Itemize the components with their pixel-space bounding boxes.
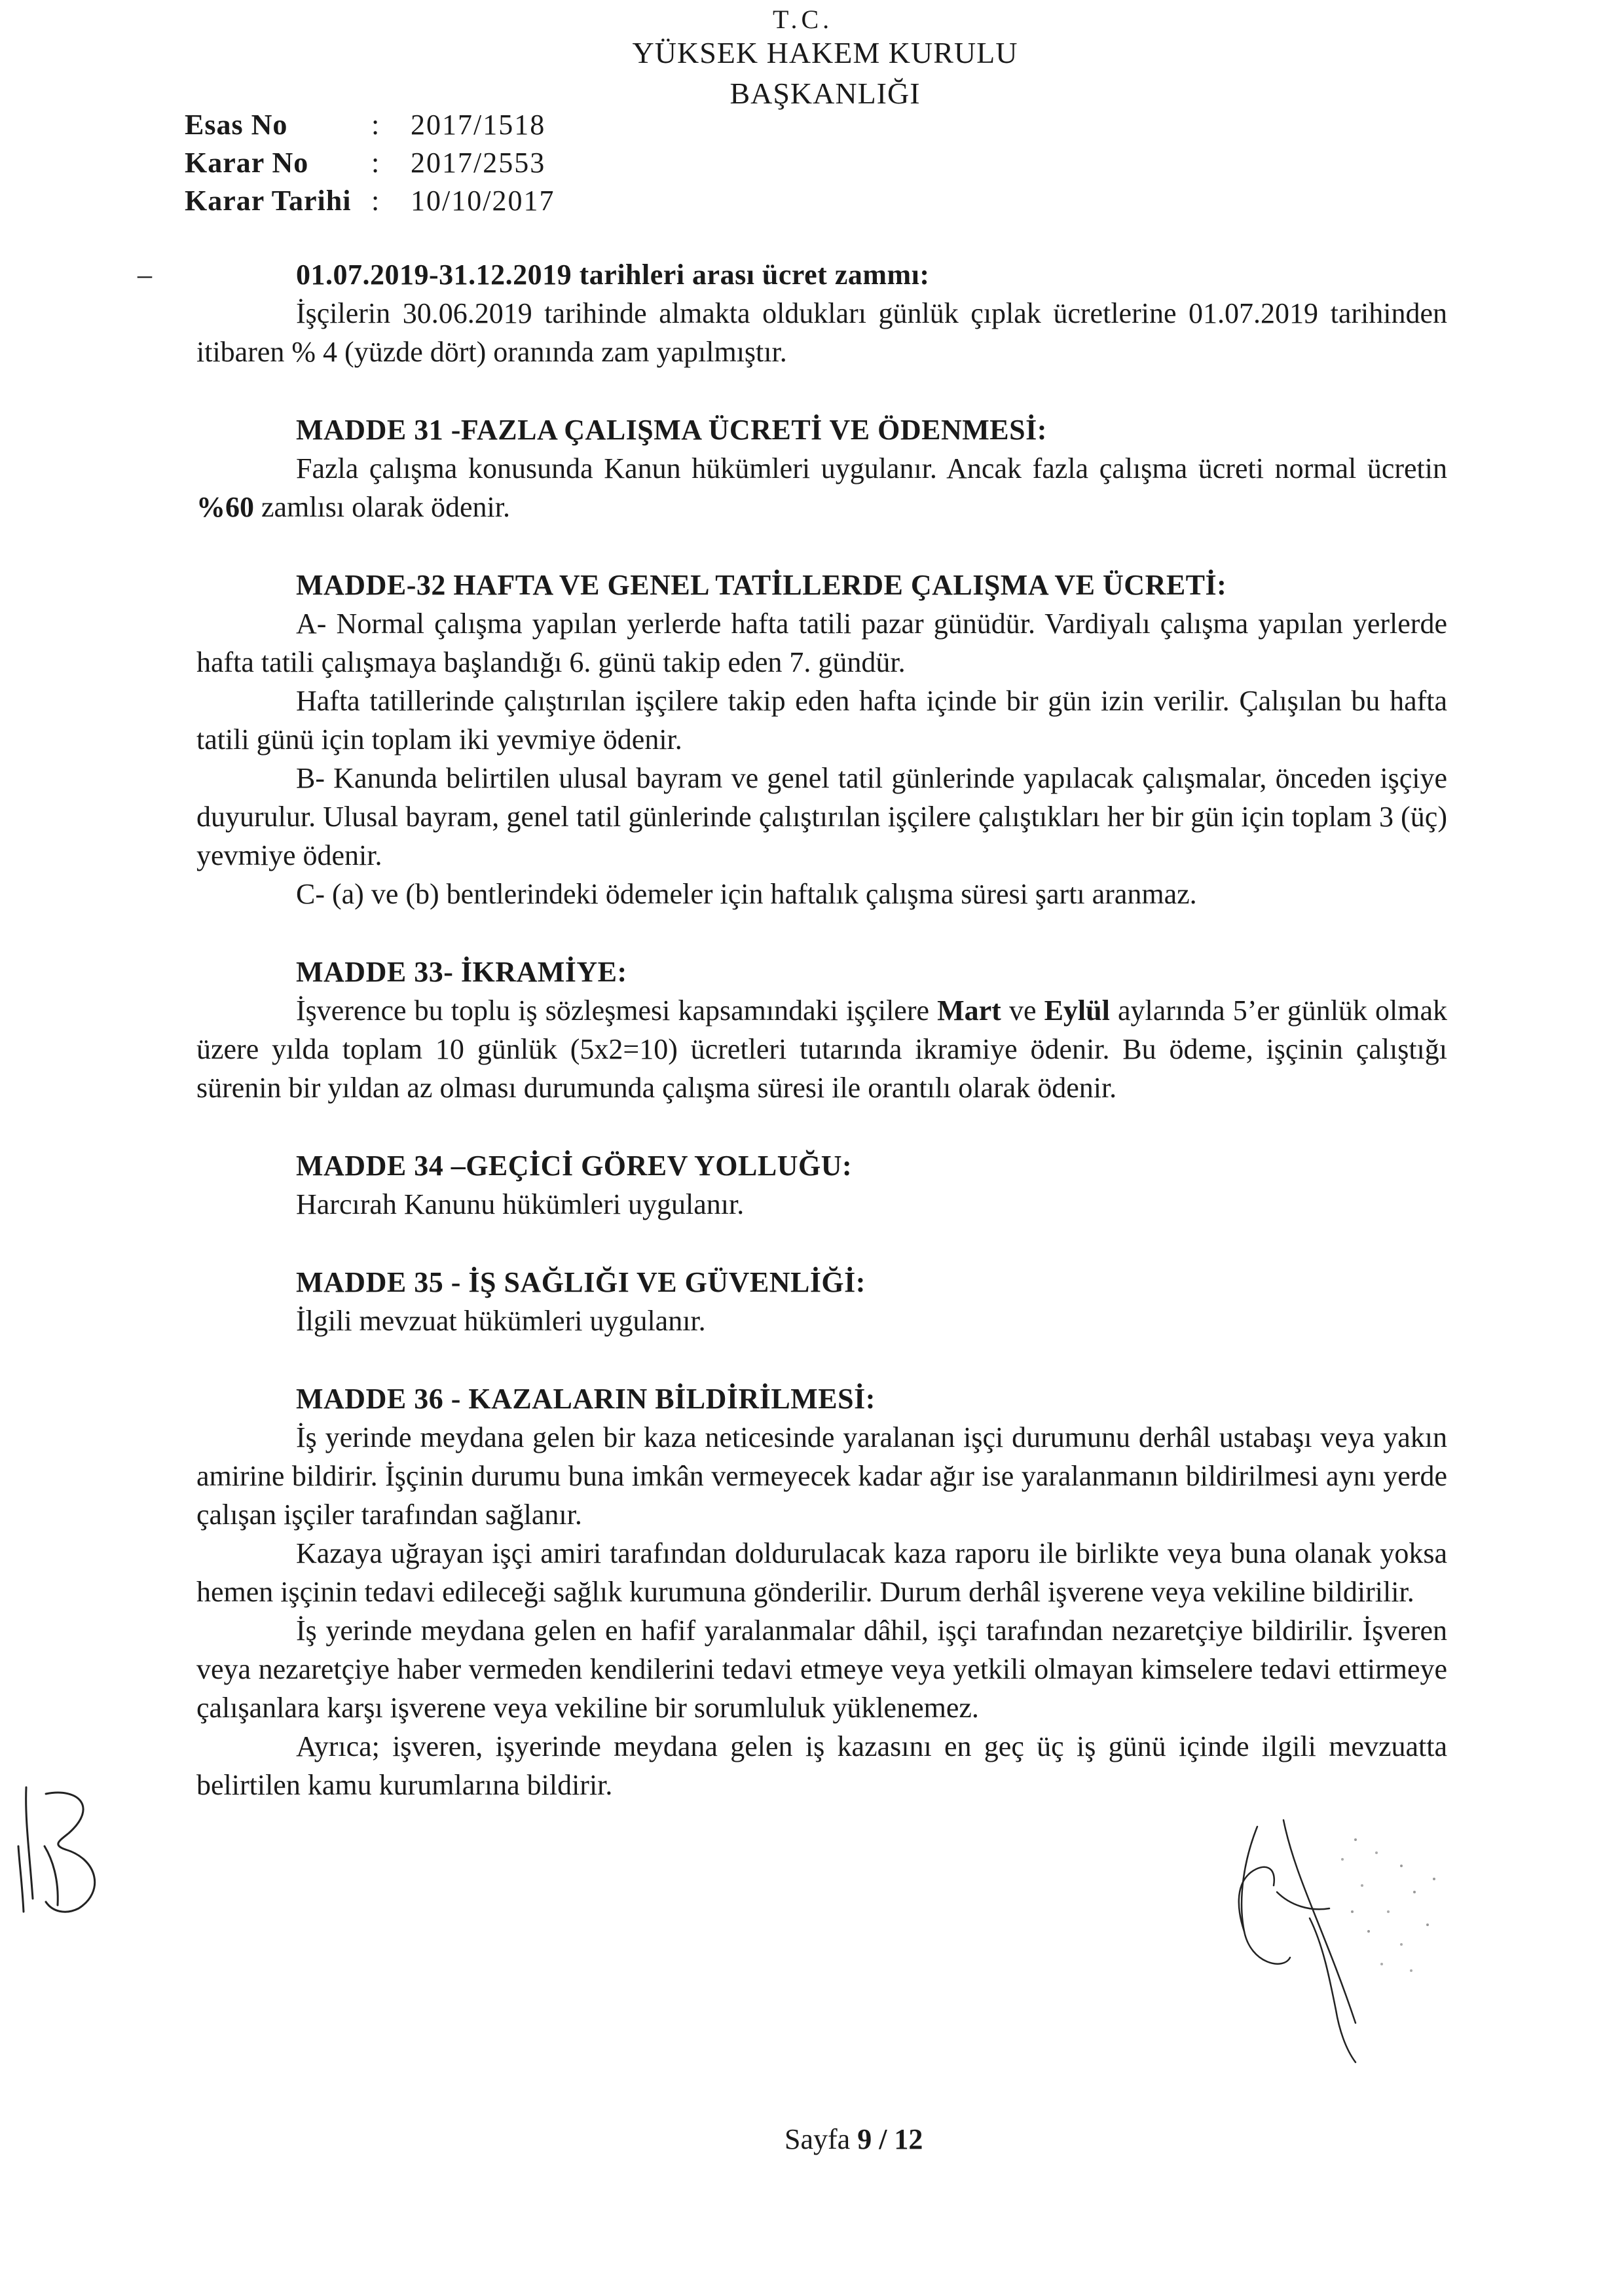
- article-36-para-2: Kazaya uğrayan işçi amiri tarafından doldurulacak kaza raporu ile birlikte veya buna olanak yoksa hemen işçinin tedavi edileceği sağlık kurumuna gönderilir. Durum derhâl işverene veya vekiline bildirilir.: [196, 1537, 1447, 1608]
- wage-raise-heading: 01.07.2019-31.12.2019 tarihleri arası ücret zammı:: [296, 259, 930, 291]
- meta-label: Karar Tarihi: [185, 185, 352, 217]
- article-35-text: İlgili mevzuat hükümleri uygulanır.: [296, 1305, 706, 1337]
- meta-colon: :: [371, 185, 380, 217]
- article-31: [196, 410, 1447, 526]
- article-33-text: [196, 991, 1447, 1107]
- institution-title: [576, 33, 1074, 114]
- meta-colon: :: [371, 147, 380, 179]
- institution-line-2: BAŞKANLIĞI: [729, 77, 921, 110]
- initials-signature: [7, 1768, 138, 1925]
- article-32-heading: MADDE-32 HAFTA VE GENEL TATİLLERDE ÇALIŞMA VE ÜCRETİ:: [296, 569, 1227, 601]
- page-number: [784, 2123, 923, 2156]
- article-32: [196, 566, 1447, 913]
- article-33-month-1: Mart: [937, 994, 1001, 1027]
- meta-value: 10/10/2017: [411, 185, 555, 217]
- article-33: [196, 953, 1447, 1107]
- meta-row-tarih: [185, 182, 555, 220]
- article-34-text: Harcırah Kanunu hükümleri uygulanır.: [296, 1188, 745, 1220]
- meta-value: 2017/1518: [411, 109, 546, 141]
- meta-row-esas: [185, 106, 555, 144]
- stamp-speckles: [1341, 1838, 1435, 1972]
- page-separator: /: [872, 2123, 895, 2155]
- article-34: [196, 1146, 1447, 1224]
- article-33-month-2: Eylül: [1044, 994, 1110, 1027]
- article-36-para-4: Ayrıca; işveren, işyerinde meydana gelen iş kazasını en geç üç iş günü içinde ilgili mevzuatta belirtilen kamu kurumlarına bildirir.: [196, 1730, 1447, 1801]
- article-33-text-1: İşverence bu toplu iş sözleşmesi kapsamındaki işçilere: [296, 994, 938, 1027]
- wage-raise-text: İşçilerin 30.06.2019 tarihinde almakta oldukları günlük çıplak ücretlerine 01.07.2019 tarihinden itibaren % 4 (yüzde dört) oranında zam yapılmıştır.: [196, 297, 1447, 368]
- article-34-heading: MADDE 34 –GEÇİCİ GÖREV YOLLUĞU:: [296, 1150, 853, 1182]
- article-36: [196, 1379, 1447, 1804]
- article-33-text-3: aylarında 5’er günlük olmak üzere yılda toplam 10 günlük (5x2=10) ücretleri tutarında ikramiye ödenir. Bu ödeme, işçinin çalıştığı sürenin bir yıldan az olması durumunda çalışma süresi ile orantılı olarak ödenir.: [196, 994, 1447, 1104]
- article-31-text-a: Fazla çalışma konusunda Kanun hükümleri uygulanır. Ancak fazla çalışma ücreti normal ücretin: [296, 452, 1447, 484]
- meta-label: Karar No: [185, 147, 309, 179]
- article-31-heading: MADDE 31 -FAZLA ÇALIŞMA ÜCRETİ VE ÖDENMESİ:: [296, 414, 1047, 446]
- page-current: 9: [857, 2123, 872, 2155]
- header-top-mark: T.C.: [773, 5, 834, 34]
- article-35: [196, 1263, 1447, 1340]
- article-31-rate: %60: [196, 491, 254, 523]
- meta-colon: :: [371, 109, 380, 141]
- wage-raise-section: [138, 255, 1447, 371]
- article-31-text: [196, 449, 1447, 526]
- article-32-para-c: C- (a) ve (b) bentlerindeki ödemeler için haftalık çalışma süresi şartı aranmaz.: [296, 878, 1197, 910]
- article-33-heading: MADDE 33- İKRAMİYE:: [296, 956, 627, 988]
- official-signature: [1205, 1813, 1467, 2075]
- article-36-heading: MADDE 36 - KAZALARIN BİLDİRİLMESİ:: [296, 1383, 876, 1415]
- page-total: 12: [894, 2123, 923, 2155]
- article-32-para-weekly: Hafta tatillerinde çalıştırılan işçilere takip eden hafta içinde bir gün izin verilir. Çalışılan bu hafta tatili günü için toplam iki yevmiye ödenir.: [196, 685, 1447, 756]
- article-32-para-a: A- Normal çalışma yapılan yerlerde hafta tatili pazar günüdür. Vardiyalı çalışma yapılan yerlerde hafta tatili çalışmaya başlandığı 6. günü takip eden 7. gündür.: [196, 608, 1447, 678]
- article-36-para-1: İş yerinde meydana gelen bir kaza neticesinde yaralanan işçi durumunu derhâl ustabaşı veya yakın amirine bildirir. İşçinin durumu buna imkân vermeyecek kadar ağır ise yaralanmanın bildirilmesi aynı yerde çalışan işçiler tarafından sağlanır.: [196, 1421, 1447, 1531]
- meta-label: Esas No: [185, 109, 288, 141]
- bullet-dash: –: [138, 259, 152, 291]
- case-metadata: [185, 106, 555, 220]
- page-prefix: Sayfa: [784, 2123, 858, 2155]
- meta-value: 2017/2553: [411, 147, 546, 179]
- meta-row-karar: [185, 144, 555, 182]
- article-32-para-b: B- Kanunda belirtilen ulusal bayram ve genel tatil günlerinde yapılacak çalışmalar, önceden işçiye duyurulur. Ulusal bayram, genel tatil günlerinde çalıştırılan işçilere çalıştıkları her bir gün için toplam 3 (üç) yevmiye ödenir.: [196, 762, 1447, 871]
- article-35-heading: MADDE 35 - İŞ SAĞLIĞI VE GÜVENLİĞİ:: [296, 1266, 866, 1298]
- article-36-para-3: İş yerinde meydana gelen en hafif yaralanmalar dâhil, işçi tarafından nezaretçiye bildirilir. İşveren veya nezaretçiye haber vermeden kendilerini tedavi etmeye veya yetkili olmayan kimselere tedavi ettirmeye çalışanlara karşı işverene veya vekiline bir sorumluluk yüklenemez.: [196, 1614, 1447, 1724]
- document-body: [138, 255, 1447, 1804]
- article-31-text-b: zamlısı olarak ödenir.: [254, 491, 510, 523]
- institution-line-1: YÜKSEK HAKEM KURULU: [632, 36, 1018, 69]
- article-33-text-2: ve: [1001, 994, 1044, 1027]
